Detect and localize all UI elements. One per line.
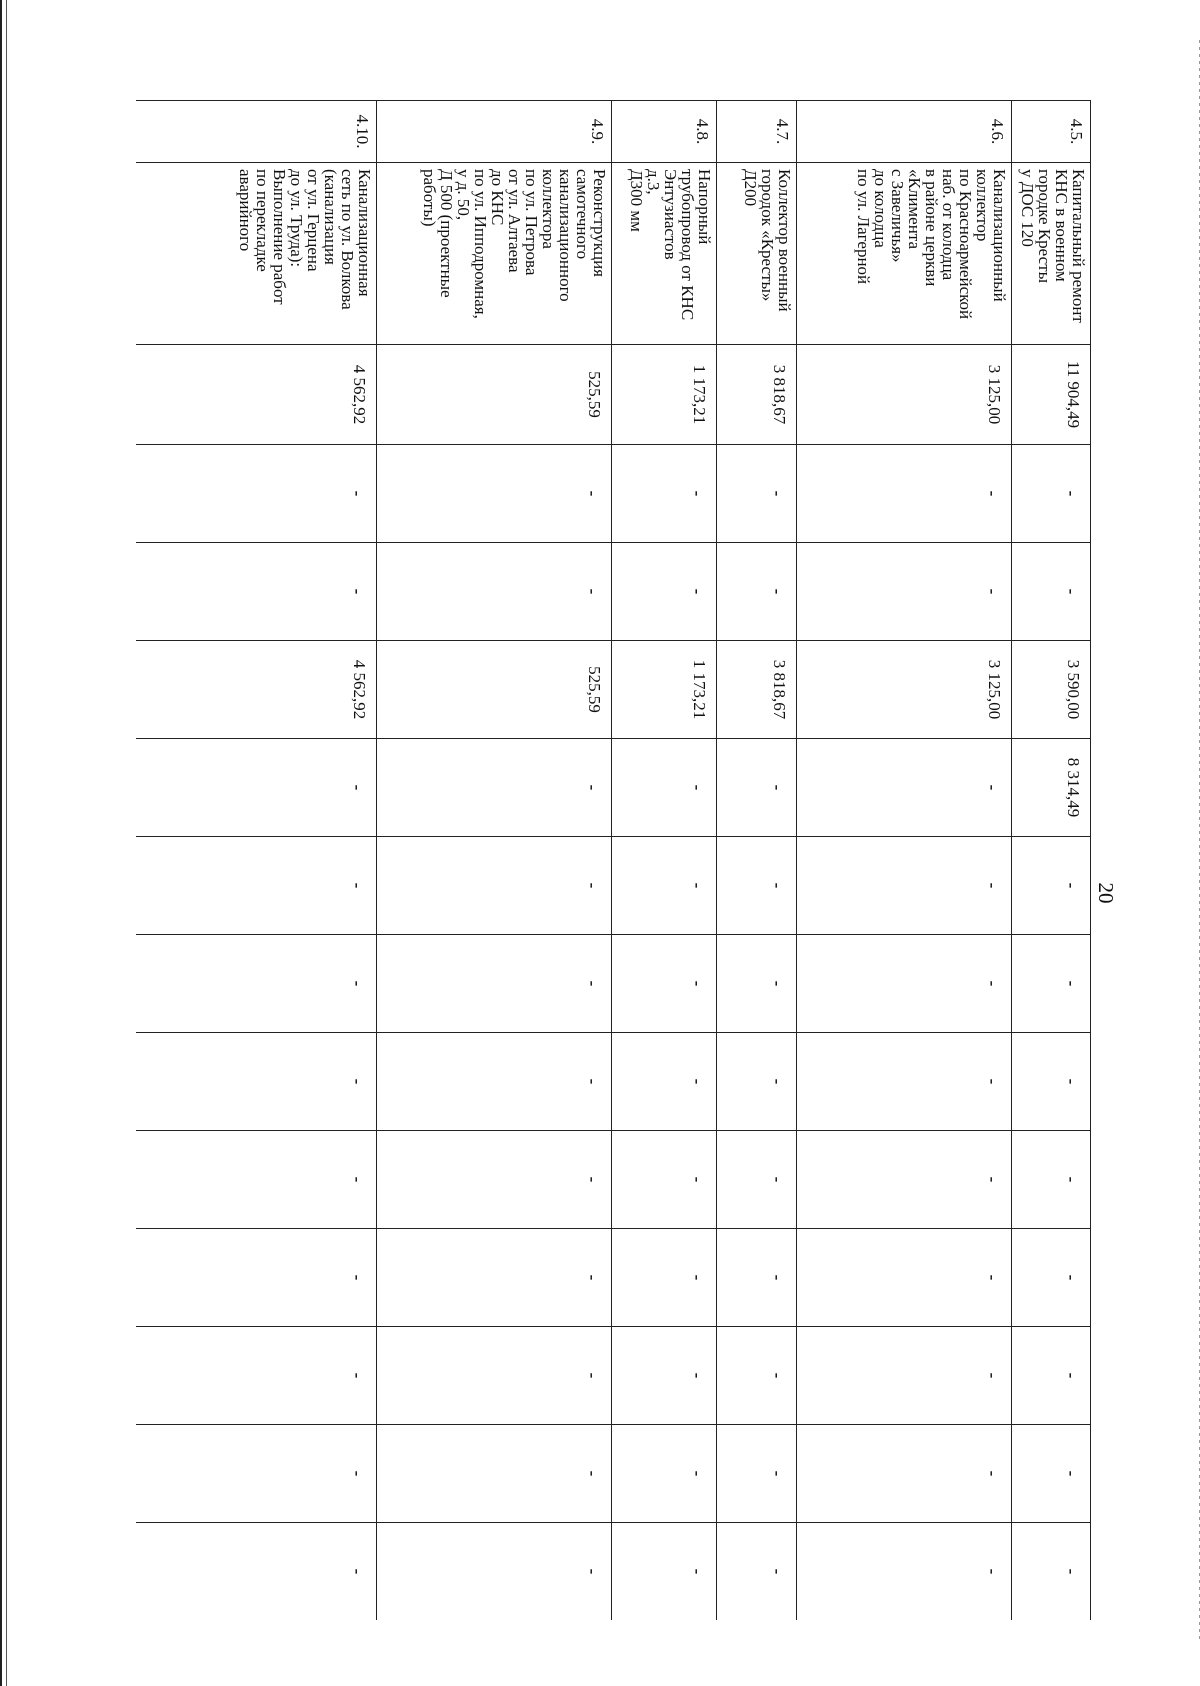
object-name — [797, 163, 1012, 345]
amount-cell: - — [797, 935, 1012, 1033]
amount-cell: - — [136, 1131, 377, 1229]
object-name-line: коллектора — [539, 169, 558, 249]
object-name-line: городке Кресты — [1035, 169, 1054, 284]
object-name-line: от ул. Алтаева — [505, 169, 524, 273]
amount-cell: - — [612, 543, 717, 641]
table-row — [136, 101, 377, 1621]
amount-cell: - — [797, 837, 1012, 935]
object-name-line: канализационного — [556, 169, 575, 302]
object-name-line: по ул. Ипподромная, — [471, 169, 490, 319]
amount-cell: - — [612, 1523, 717, 1621]
object-name-line: Канализационная — [355, 169, 374, 297]
amount-cell: - — [136, 1425, 377, 1523]
row-number: 4.5. — [1012, 101, 1091, 163]
amount-cell: - — [377, 445, 612, 543]
amount-cell: - — [717, 1425, 797, 1523]
amount-cell: - — [136, 1033, 377, 1131]
table-row — [377, 101, 612, 1621]
amount-cell: - — [136, 935, 377, 1033]
table-row — [717, 101, 797, 1621]
amount-cell: - — [1012, 1131, 1091, 1229]
object-name-line: до ул. Труда): — [287, 169, 306, 268]
amount-cell: - — [1012, 837, 1091, 935]
object-name-line: д.3, — [644, 169, 663, 195]
object-name-line: самотечного — [573, 169, 592, 260]
amount-cell: - — [612, 1425, 717, 1523]
row-number: 4.8. — [612, 101, 717, 163]
row-number: 4.10. — [136, 101, 377, 163]
amount-cell: - — [797, 445, 1012, 543]
object-name-line: коллектор — [973, 169, 992, 242]
amount-cell: - — [377, 1523, 612, 1621]
rotated-table-container — [136, 100, 1091, 1620]
amount-cell: - — [717, 1523, 797, 1621]
object-name-line: «Климента — [905, 169, 924, 250]
object-name-line: Энтузиастов — [661, 169, 680, 260]
amount-cell: - — [797, 1229, 1012, 1327]
table-inner — [136, 100, 1091, 1620]
object-name-line: Капитальный ремонт — [1069, 169, 1088, 323]
object-name — [136, 163, 377, 345]
object-name-line: трубопровод от КНС — [678, 169, 697, 321]
amount-cell: - — [717, 1131, 797, 1229]
amount-cell: - — [717, 1327, 797, 1425]
row-number: 4.9. — [377, 101, 612, 163]
table-row — [612, 101, 717, 1621]
amount-cell: - — [136, 1229, 377, 1327]
object-name-line: КНС в военном — [1052, 169, 1071, 282]
total-amount-cell: 3 125,00 — [797, 345, 1012, 445]
amount-cell: - — [1012, 1523, 1091, 1621]
amount-cell: - — [797, 739, 1012, 837]
amount-cell: - — [612, 935, 717, 1033]
total-amount-cell: 525,59 — [377, 345, 612, 445]
amount-cell: - — [612, 1033, 717, 1131]
amount-cell: - — [612, 837, 717, 935]
total-amount-cell: 11 904,49 — [1012, 345, 1091, 445]
scan-edge — [6, 0, 7, 1686]
amount-cell: 8 314,49 — [1012, 739, 1091, 837]
amount-cell: - — [377, 1425, 612, 1523]
object-name-line: у ДОС 120 — [1018, 169, 1037, 247]
object-name — [612, 163, 717, 345]
total-amount-cell: 1 173,21 — [612, 345, 717, 445]
object-name — [377, 163, 612, 345]
amount-cell: - — [797, 543, 1012, 641]
amount-cell: - — [717, 543, 797, 641]
amount-cell: 4 562,92 — [136, 641, 377, 739]
total-amount-cell: 4 562,92 — [136, 345, 377, 445]
amount-cell: - — [717, 1229, 797, 1327]
object-name-line: Напорный — [695, 169, 714, 245]
amount-cell: - — [612, 739, 717, 837]
amount-cell: - — [377, 1229, 612, 1327]
amount-cell: - — [136, 837, 377, 935]
amount-cell: - — [797, 1033, 1012, 1131]
object-name-line: сеть по ул. Волкова — [338, 169, 357, 310]
amount-cell: - — [136, 543, 377, 641]
amount-cell: - — [136, 445, 377, 543]
row-number: 4.6. — [797, 101, 1012, 163]
scan-edge — [0, 0, 2, 1686]
object-name-line: по перекладке — [253, 169, 272, 272]
amount-cell: - — [1012, 543, 1091, 641]
amount-cell: - — [136, 739, 377, 837]
amount-cell: - — [377, 1131, 612, 1229]
amount-cell: - — [612, 1131, 717, 1229]
amount-cell: - — [797, 1523, 1012, 1621]
amount-cell: - — [1012, 935, 1091, 1033]
object-name — [717, 163, 797, 345]
object-name-line: (канализация — [321, 169, 340, 265]
table-row — [1012, 101, 1091, 1621]
object-name-line: Д200 — [741, 169, 760, 207]
amount-cell: 3 590,00 — [1012, 641, 1091, 739]
object-name-line: с Завеличья» — [888, 169, 907, 263]
amount-cell: - — [377, 1033, 612, 1131]
amount-cell: - — [377, 1327, 612, 1425]
object-name-line: до колодца — [871, 169, 890, 248]
object-name-line: Реконструкция — [590, 169, 609, 278]
amount-cell: - — [717, 837, 797, 935]
amount-cell: - — [717, 935, 797, 1033]
amount-cell: - — [1012, 1327, 1091, 1425]
amount-cell: - — [612, 445, 717, 543]
amount-cell: - — [797, 1327, 1012, 1425]
object-name-line: в районе церкви — [922, 169, 941, 287]
object-name-line: Выполнение работ — [270, 169, 289, 305]
amount-cell: - — [612, 1327, 717, 1425]
object-name-line: по ул. Лагерной — [854, 169, 873, 285]
amount-cell: - — [717, 445, 797, 543]
amount-cell: 3 125,00 — [797, 641, 1012, 739]
object-name-line: Д 500 (проектные — [437, 169, 456, 298]
object-name-line: аварийного — [236, 169, 255, 252]
object-name-line: работы) — [420, 169, 439, 227]
object-name-line: Д300 мм — [627, 169, 646, 232]
page-number: 20 — [1094, 882, 1118, 904]
object-name-line: по ул. Петрова — [522, 169, 541, 276]
object-name-line: до КНС — [488, 169, 507, 226]
amount-cell: - — [377, 837, 612, 935]
row-number: 4.7. — [717, 101, 797, 163]
object-name-line: Канализационный — [990, 169, 1009, 302]
amount-cell: - — [136, 1327, 377, 1425]
amount-cell: - — [377, 739, 612, 837]
object-name-line: наб. от колодца — [939, 169, 958, 281]
amount-cell: 1 173,21 — [612, 641, 717, 739]
amount-cell: - — [797, 1131, 1012, 1229]
amount-cell: - — [1012, 445, 1091, 543]
total-amount-cell: 3 818,67 — [717, 345, 797, 445]
object-name — [1012, 163, 1091, 345]
amount-cell: - — [1012, 1425, 1091, 1523]
amount-cell: - — [797, 1425, 1012, 1523]
amount-cell: 3 818,67 — [717, 641, 797, 739]
amount-cell: - — [717, 1033, 797, 1131]
amount-cell: - — [612, 1229, 717, 1327]
amount-cell: - — [1012, 1229, 1091, 1327]
table-row — [797, 101, 1012, 1621]
object-name-line: по Красноармейской — [956, 169, 975, 320]
object-name-line: у д. 50, — [454, 169, 473, 221]
amount-cell: - — [717, 739, 797, 837]
amount-cell: - — [1012, 1033, 1091, 1131]
amount-cell: 525,59 — [377, 641, 612, 739]
amount-cell: - — [377, 543, 612, 641]
object-name-line: Коллектор военный — [775, 169, 794, 312]
amount-cell: - — [377, 935, 612, 1033]
object-name-line: от ул. Герцена — [304, 169, 323, 272]
amount-cell: - — [136, 1523, 377, 1621]
object-name-line: городок «Кресты» — [758, 169, 777, 302]
budget-table — [136, 100, 1091, 1620]
